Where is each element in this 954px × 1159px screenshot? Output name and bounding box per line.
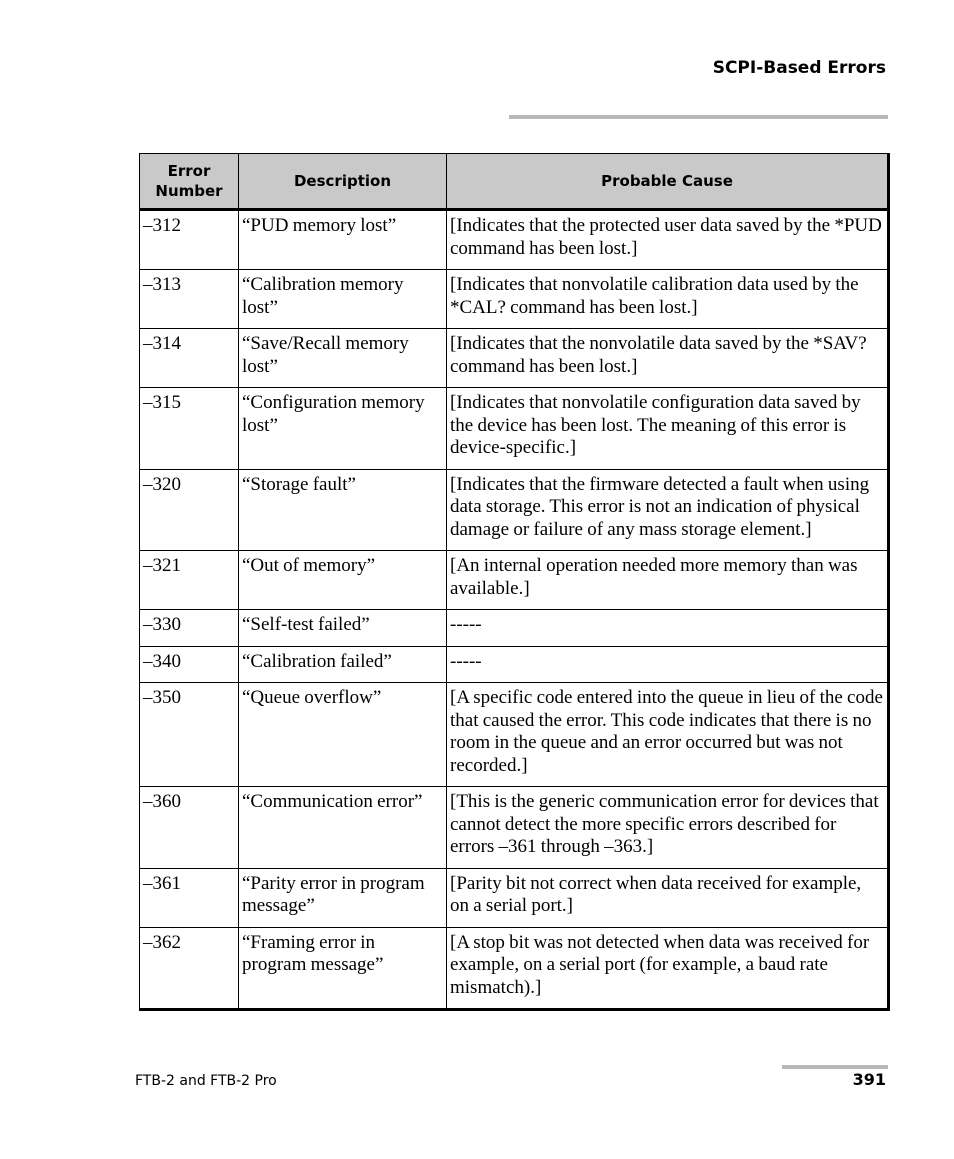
description-cell: “Calibration memory lost” [239, 270, 447, 329]
table-row [140, 646, 889, 683]
probable-cause-cell: [A stop bit was not detected when data was received for example, on a serial port (for example, a baud rate mismatch).] [447, 927, 889, 1010]
footer-rule [782, 1065, 888, 1069]
error-number-cell: –350 [140, 683, 239, 787]
error-number-cell: –313 [140, 270, 239, 329]
probable-cause-cell: [An internal operation needed more memory than was available.] [447, 551, 889, 610]
table-row [140, 683, 889, 787]
footer-product: FTB-2 and FTB-2 Pro [135, 1073, 277, 1089]
table-row [140, 388, 889, 470]
description-cell: “Configuration memory lost” [239, 388, 447, 470]
description-cell: “Framing error in program message” [239, 927, 447, 1010]
table-row [140, 329, 889, 388]
section-title: SCPI-Based Errors [712, 58, 886, 78]
probable-cause-cell: ----- [447, 646, 889, 683]
probable-cause-cell: [Indicates that the nonvolatile data saved by the *SAV? command has been lost.] [447, 329, 889, 388]
description-cell: “Queue overflow” [239, 683, 447, 787]
error-number-cell: –361 [140, 868, 239, 927]
table-row [140, 610, 889, 647]
table-row [140, 551, 889, 610]
probable-cause-cell: [A specific code entered into the queue in lieu of the code that caused the error. This code indicates that there is no room in the queue and an error occurred but was not recorded.] [447, 683, 889, 787]
error-number-cell: –320 [140, 469, 239, 551]
description-cell: “Calibration failed” [239, 646, 447, 683]
header-rule [509, 115, 888, 119]
error-number-cell: –360 [140, 787, 239, 869]
page-number: 391 [852, 1070, 886, 1089]
probable-cause-cell: ----- [447, 610, 889, 647]
description-cell: “Save/Recall memory lost” [239, 329, 447, 388]
description-cell: “Communication error” [239, 787, 447, 869]
table-row [140, 868, 889, 927]
table-row [140, 469, 889, 551]
table-row [140, 787, 889, 869]
error-number-cell: –312 [140, 210, 239, 270]
column-header-error-number: Error Number [140, 154, 239, 210]
probable-cause-cell: [Indicates that nonvolatile calibration data used by the *CAL? command has been lost.] [447, 270, 889, 329]
probable-cause-cell: [This is the generic communication error for devices that cannot detect the more specific errors described for errors –361 through –363.] [447, 787, 889, 869]
error-table [139, 153, 890, 1011]
column-header-description: Description [239, 154, 447, 210]
table-header-row [140, 154, 889, 210]
description-cell: “Parity error in program message” [239, 868, 447, 927]
probable-cause-cell: [Indicates that nonvolatile configuration data saved by the device has been lost. The meaning of this error is device-specific.] [447, 388, 889, 470]
probable-cause-cell: [Indicates that the protected user data saved by the *PUD command has been lost.] [447, 210, 889, 270]
table-row [140, 927, 889, 1010]
error-number-cell: –315 [140, 388, 239, 470]
probable-cause-cell: [Indicates that the firmware detected a fault when using data storage. This error is not an indication of physical damage or failure of any mass storage element.] [447, 469, 889, 551]
error-number-cell: –340 [140, 646, 239, 683]
error-number-cell: –330 [140, 610, 239, 647]
error-number-cell: –362 [140, 927, 239, 1010]
table-row [140, 210, 889, 270]
error-number-cell: –314 [140, 329, 239, 388]
description-cell: “PUD memory lost” [239, 210, 447, 270]
description-cell: “Storage fault” [239, 469, 447, 551]
error-number-cell: –321 [140, 551, 239, 610]
description-cell: “Self-test failed” [239, 610, 447, 647]
probable-cause-cell: [Parity bit not correct when data received for example, on a serial port.] [447, 868, 889, 927]
description-cell: “Out of memory” [239, 551, 447, 610]
column-header-probable-cause: Probable Cause [447, 154, 889, 210]
table-row [140, 270, 889, 329]
